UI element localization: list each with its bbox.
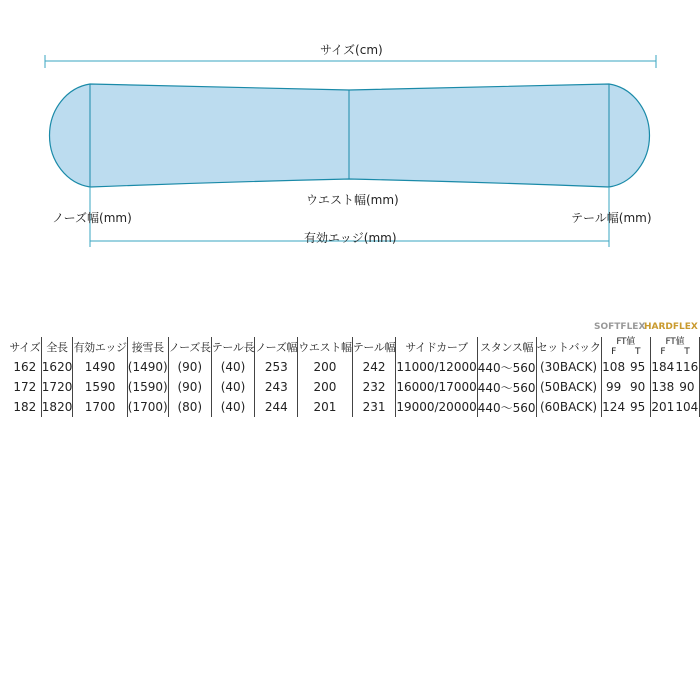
spec-table xyxy=(9,337,700,417)
cell-softflex-ft xyxy=(601,357,650,377)
cell-stance-width: 440～560 xyxy=(477,397,536,417)
header-stance-width: スタンス幅 xyxy=(477,337,536,357)
cell-hardflex-f: 138 xyxy=(651,380,675,394)
cell-contact-length: (1490) xyxy=(127,357,168,377)
cell-hardflex-f: 184 xyxy=(651,360,675,374)
cell-hardflex-ft xyxy=(650,357,699,377)
cell-tail-width: 231 xyxy=(352,397,396,417)
size-label: サイズ(cm) xyxy=(320,43,383,57)
hardflex-t-label: T xyxy=(684,346,690,357)
hardflex-ft-sub xyxy=(651,347,699,357)
cell-size: 172 xyxy=(9,377,41,397)
softflex-t-label: T xyxy=(635,346,641,357)
waist-width-label: ウエスト幅(mm) xyxy=(306,193,399,207)
header-setback: セットバック xyxy=(536,337,601,357)
table-row xyxy=(9,377,700,397)
hardflex-f-label: F xyxy=(660,346,666,357)
cell-sidecut: 16000/17000 xyxy=(396,377,477,397)
hardflex-ft-title: FT値 xyxy=(665,336,685,347)
cell-sidecut: 11000/12000 xyxy=(396,357,477,377)
tail-width-label: テール幅(mm) xyxy=(571,211,652,225)
table-header-row xyxy=(9,337,700,357)
cell-waist-width: 200 xyxy=(298,357,353,377)
cell-length: 1720 xyxy=(41,377,73,397)
cell-softflex-t: 95 xyxy=(629,360,646,374)
board-diagram xyxy=(0,0,700,260)
cell-tail-length: (40) xyxy=(211,377,255,397)
softflex-f-label: F xyxy=(611,346,617,357)
header-sidecut: サイドカーブ xyxy=(396,337,477,357)
cell-setback: (30BACK) xyxy=(536,357,601,377)
cell-softflex-f: 99 xyxy=(605,380,622,394)
header-waist-width: ウエスト幅 xyxy=(298,337,353,357)
header-size: サイズ xyxy=(9,337,41,357)
effective-edge-label: 有効エッジ(mm) xyxy=(304,231,397,245)
cell-size: 182 xyxy=(9,397,41,417)
cell-tail-width: 232 xyxy=(352,377,396,397)
softflex-ft-sub xyxy=(602,347,650,357)
cell-softflex-t: 90 xyxy=(629,380,646,394)
cell-tail-length: (40) xyxy=(211,397,255,417)
cell-waist-width: 201 xyxy=(298,397,353,417)
cell-size: 162 xyxy=(9,357,41,377)
cell-nose-width: 244 xyxy=(255,397,298,417)
cell-softflex-t: 95 xyxy=(629,400,646,414)
cell-effective-edge: 1700 xyxy=(73,397,127,417)
cell-softflex-ft xyxy=(601,397,650,417)
cell-stance-width: 440～560 xyxy=(477,377,536,397)
softflex-label: SOFTFLEX xyxy=(594,322,646,332)
table-row xyxy=(9,357,700,377)
header-hardflex-ft xyxy=(650,337,699,357)
cell-softflex-ft xyxy=(601,377,650,397)
cell-nose-length: (80) xyxy=(168,397,211,417)
cell-hardflex-t: 116 xyxy=(675,360,699,374)
cell-tail-width: 242 xyxy=(352,357,396,377)
softflex-ft-title: FT値 xyxy=(616,336,635,347)
cell-waist-width: 200 xyxy=(298,377,353,397)
spec-table-body xyxy=(9,337,700,417)
cell-hardflex-t: 90 xyxy=(679,380,695,394)
cell-effective-edge: 1490 xyxy=(73,357,127,377)
cell-softflex-f: 124 xyxy=(602,400,626,414)
cell-hardflex-ft xyxy=(650,377,699,397)
cell-nose-width: 253 xyxy=(255,357,298,377)
hardflex-label: HARDFLEX xyxy=(644,322,698,332)
header-nose-length: ノーズ長 xyxy=(168,337,211,357)
cell-softflex-f: 108 xyxy=(602,360,626,374)
header-softflex-ft xyxy=(601,337,650,357)
header-length: 全長 xyxy=(41,337,73,357)
header-tail-width: テール幅 xyxy=(352,337,396,357)
cell-hardflex-ft xyxy=(650,397,699,417)
cell-nose-width: 243 xyxy=(255,377,298,397)
cell-contact-length: (1590) xyxy=(127,377,168,397)
table-row xyxy=(9,397,700,417)
nose-width-label: ノーズ幅(mm) xyxy=(52,211,132,225)
cell-nose-length: (90) xyxy=(168,357,211,377)
cell-sidecut: 19000/20000 xyxy=(396,397,477,417)
header-nose-width: ノーズ幅 xyxy=(255,337,298,357)
cell-hardflex-f: 201 xyxy=(651,400,675,414)
cell-setback: (50BACK) xyxy=(536,377,601,397)
cell-setback: (60BACK) xyxy=(536,397,601,417)
cell-length: 1620 xyxy=(41,357,73,377)
cell-tail-length: (40) xyxy=(211,357,255,377)
header-effective-edge: 有効エッジ xyxy=(73,337,127,357)
cell-effective-edge: 1590 xyxy=(73,377,127,397)
cell-length: 1820 xyxy=(41,397,73,417)
cell-contact-length: (1700) xyxy=(127,397,168,417)
cell-nose-length: (90) xyxy=(168,377,211,397)
cell-stance-width: 440～560 xyxy=(477,357,536,377)
cell-hardflex-t: 104 xyxy=(675,400,699,414)
header-tail-length: テール長 xyxy=(211,337,255,357)
header-contact-length: 接雪長 xyxy=(127,337,168,357)
